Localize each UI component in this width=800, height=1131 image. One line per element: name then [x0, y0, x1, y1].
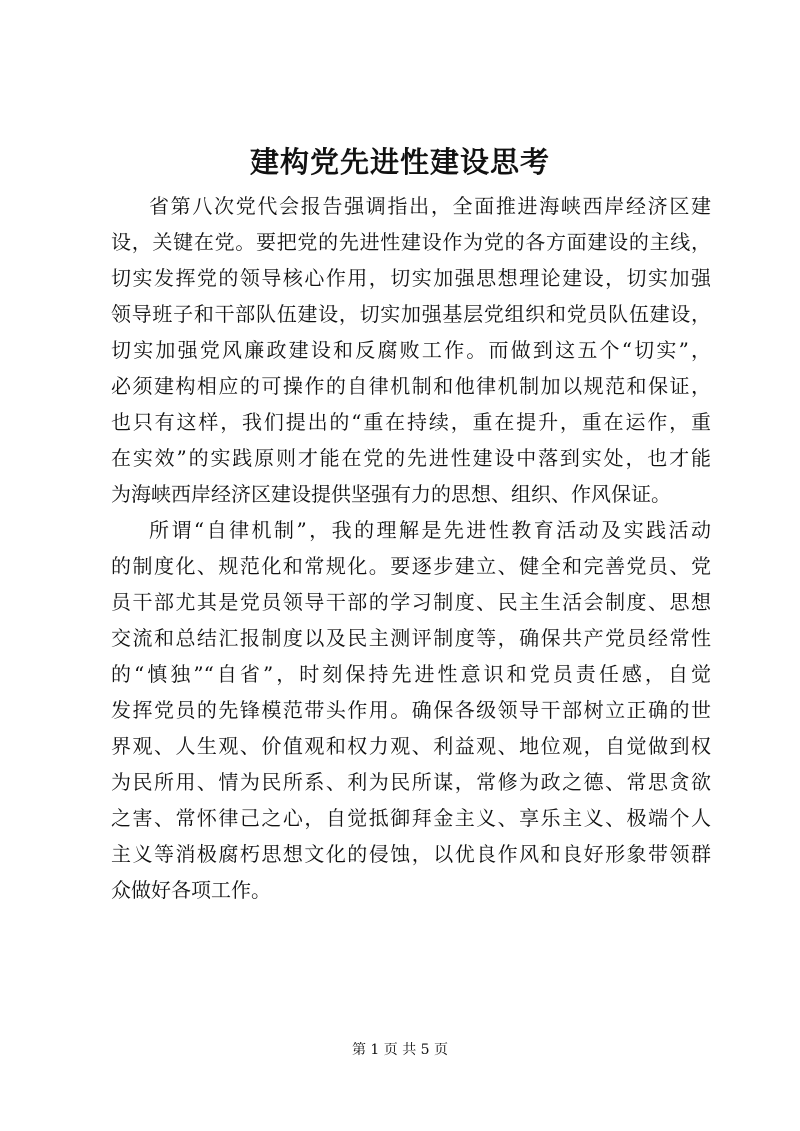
text-line: 切实加强党风廉政建设和反腐败工作。而做到这五个“切实”，	[111, 338, 711, 362]
page-indicator: 第 1 页 共 5 页	[351, 1042, 449, 1058]
text-line: 的制度化、规范化和常规化。要逐步建立、健全和完善党员、党	[111, 554, 711, 578]
document-title: 建构党先进性建设思考	[249, 145, 550, 179]
text-line: 所谓“自律机制”，我的理解是先进性教育活动及实践活动	[149, 518, 711, 542]
text-line: 界观、人生观、价值观和权力观、利益观、地位观，自觉做到权	[111, 734, 711, 758]
text-line: 之害、常怀律己之心，自觉抵御拜金主义、享乐主义、极端个人	[111, 806, 711, 830]
text-line: 为海峡西岸经济区建设提供坚强有力的思想、组织、作风保证。	[111, 482, 671, 506]
text-line: 发挥党员的先锋模范带头作用。确保各级领导干部树立正确的世	[111, 698, 711, 722]
text-line: 设，关键在党。要把党的先进性建设作为党的各方面建设的主线，	[111, 230, 711, 254]
text-line: 的“慎独”“自省”，时刻保持先进性意识和党员责任感，自觉	[111, 662, 711, 686]
text-line: 领导班子和干部队伍建设，切实加强基层党组织和党员队伍建设，	[111, 302, 711, 326]
text-line: 交流和总结汇报制度以及民主测评制度等，确保共产党员经常性	[111, 626, 711, 650]
paragraph-2	[111, 512, 711, 908]
text-line: 必须建构相应的可操作的自律机制和他律机制加以规范和保证，	[111, 374, 711, 398]
text-line: 众做好各项工作。	[111, 878, 271, 902]
text-line: 在实效”的实践原则才能在党的先进性建设中落到实处，也才能	[111, 446, 711, 470]
text-line: 省第八次党代会报告强调指出，全面推进海峡西岸经济区建	[149, 194, 711, 218]
document-body	[111, 188, 711, 908]
text-line: 为民所用、情为民所系、利为民所谋，常修为政之德、常思贪欲	[111, 770, 711, 794]
text-line: 也只有这样，我们提出的“重在持续，重在提升，重在运作，重	[111, 410, 711, 434]
text-line: 切实发挥党的领导核心作用，切实加强思想理论建设，切实加强	[111, 266, 711, 290]
text-line: 员干部尤其是党员领导干部的学习制度、民主生活会制度、思想	[111, 590, 711, 614]
paragraph-1	[111, 188, 711, 512]
text-line: 主义等消极腐朽思想文化的侵蚀，以优良作风和良好形象带领群	[111, 842, 711, 866]
